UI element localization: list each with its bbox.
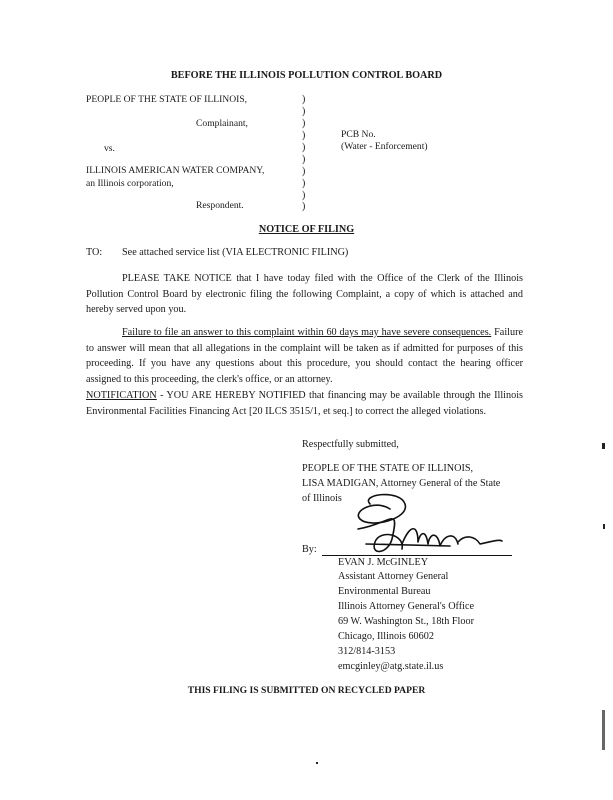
signer-bureau: Environmental Bureau	[338, 586, 431, 597]
respondent-party: ILLINOIS AMERICAN WATER COMPANY,	[86, 165, 265, 176]
handwritten-signature	[330, 484, 510, 564]
notice-title: NOTICE OF FILING	[258, 224, 355, 235]
caption-paren: )	[302, 130, 306, 141]
scan-artifact	[602, 710, 605, 750]
consequences-details: Failure to answer will mean that all allegations in the complaint will be taken as if admitted for purposes of this proceeding. If you have any questions about this procedure, you should contact the hearing officer assigned to this proceeding, the clerk's office, or an attorney.	[86, 327, 523, 385]
attorney-general-line-1: LISA MADIGAN, Attorney General of the State	[302, 478, 501, 489]
scan-artifact	[603, 524, 605, 529]
caption-paren: )	[302, 201, 306, 212]
caption-paren: )	[302, 106, 306, 117]
signing-party: PEOPLE OF THE STATE OF ILLINOIS,	[302, 463, 474, 474]
scan-artifact	[316, 762, 318, 764]
document-heading: BEFORE THE ILLINOIS POLLUTION CONTROL BOARD	[170, 70, 443, 81]
signer-phone: 312/814-3153	[338, 646, 396, 657]
signer-title: Assistant Attorney General	[338, 571, 449, 582]
scan-artifact	[602, 443, 605, 449]
complainant-party: PEOPLE OF THE STATE OF ILLINOIS,	[86, 94, 248, 105]
notification-paragraph	[86, 388, 523, 419]
signer-city: Chicago, Illinois 60602	[338, 631, 434, 642]
caption-paren: )	[302, 118, 306, 129]
caption-paren: )	[302, 94, 306, 105]
to-value: See attached service list (VIA ELECTRONIC FILING)	[122, 247, 349, 258]
case-type: (Water - Enforcement)	[341, 141, 428, 152]
notification-label: NOTIFICATION	[86, 390, 157, 401]
notice-paragraph: PLEASE TAKE NOTICE that I have today filed with the Office of the Clerk of the Illinois Pollution Control Board by electronic filing the following Complaint, a copy of which is attached and hereby served upon you.	[86, 273, 523, 315]
signer-name: EVAN J. McGINLEY	[338, 557, 429, 568]
caption-paren: )	[302, 142, 306, 153]
by-label: By:	[302, 544, 317, 555]
complainant-role: Complainant,	[196, 118, 248, 129]
consequences-paragraph	[86, 325, 523, 387]
signer-email: emcginley@atg.state.il.us	[338, 661, 444, 672]
versus-label: vs.	[104, 143, 115, 154]
case-number-label: PCB No.	[341, 129, 376, 140]
caption-paren: )	[302, 178, 306, 189]
signer-office: Illinois Attorney General's Office	[338, 601, 475, 612]
closing: Respectfully submitted,	[302, 439, 399, 450]
caption-paren: )	[302, 166, 306, 177]
recycled-paper-notice: THIS FILING IS SUBMITTED ON RECYCLED PAPER	[187, 685, 426, 696]
respondent-role: Respondent.	[196, 200, 244, 211]
to-label: TO:	[86, 247, 103, 258]
respondent-description: an Illinois corporation,	[86, 178, 174, 189]
attorney-general-line-2: of Illinois	[302, 493, 342, 504]
notification-text: - YOU ARE HEREBY NOTIFIED that financing may be available through the Illinois Environmental Facilities Financing Act [20 ILCS 3515/1, et seq.] to correct the alleged violations.	[86, 390, 523, 417]
signature-line	[322, 555, 512, 556]
caption-paren: )	[302, 154, 306, 165]
signer-street: 69 W. Washington St., 18th Floor	[338, 616, 474, 627]
caption-paren: )	[302, 190, 306, 201]
consequences-warning: Failure to file an answer to this complaint within 60 days may have severe consequences.	[122, 327, 492, 338]
